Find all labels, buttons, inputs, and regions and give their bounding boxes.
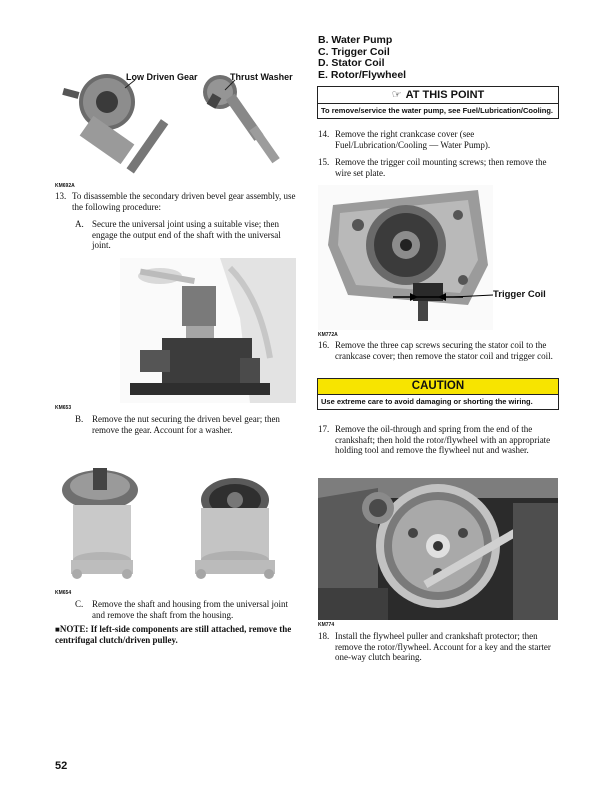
- figure-code: KM772A: [318, 332, 338, 338]
- list-item: E. Rotor/Flywheel: [318, 68, 407, 81]
- step-c: C. Remove the shaft and housing from the universal joint and remove the shaft from the housing.: [75, 599, 288, 620]
- figure-code: KM653: [55, 405, 72, 411]
- step-13: 13. To disassemble the secondary driven bevel gear assembly, use the following procedure:: [55, 191, 296, 212]
- note: [55, 624, 297, 646]
- list-item: D. Stator Coil: [318, 57, 385, 69]
- page-number: 52: [55, 760, 68, 772]
- vise-photo: [120, 258, 296, 403]
- caution-header: CAUTION: [318, 379, 558, 395]
- step-14: 14. Remove the right crankcase cover (see Fuel/Lubrication/Cooling — Water Pump).: [318, 129, 491, 150]
- list-item: C. Trigger Coil: [318, 45, 390, 58]
- figure-code: KM654: [55, 590, 72, 596]
- note-bullet-icon: ■: [55, 625, 60, 634]
- step-a: A. Secure the universal joint using a suitable vise; then engage the output end of the shaft with the universal joint.: [75, 219, 281, 250]
- at-this-point-text: To remove/service the water pump, see Fuel/Lubrication/Cooling.: [321, 106, 553, 115]
- step-b: B. Remove the nut securing the driven bevel gear; then remove the gear. Account for a washer.: [75, 414, 280, 435]
- trigger-coil-photo: [318, 185, 493, 330]
- caution-text: Use extreme care to avoid damaging or shorting the wiring.: [321, 397, 533, 406]
- step-18: 18. Install the flywheel puller and crankshaft protector; then remove the rotor/flywheel. Account for a key and the starter one-way clutch bearing.: [318, 631, 551, 662]
- at-this-point-title: AT THIS POINT: [405, 89, 485, 101]
- list-item: B. Water Pump: [318, 34, 393, 46]
- at-this-point-header: [318, 87, 558, 104]
- figure-code: KM692A: [55, 183, 75, 189]
- caution-box: [317, 378, 559, 410]
- at-this-point-box: [317, 86, 559, 119]
- pointing-hand-icon: ☞: [391, 89, 402, 101]
- housing-photo: [55, 460, 295, 590]
- trigger-coil-label: Trigger Coil: [493, 289, 546, 300]
- step-15: 15. Remove the trigger coil mounting screws; then remove the wire set plate.: [318, 157, 547, 178]
- note-text: NOTE: If left-side components are still attached, remove the centrifugal clutch/driven pulley.: [55, 624, 292, 645]
- component-list: [318, 35, 558, 81]
- figure-code: KM774: [318, 622, 335, 628]
- flywheel-photo: [318, 478, 558, 620]
- thrust-washer-label: Thrust Washer: [230, 72, 293, 82]
- step-17: 17. Remove the oil-through and spring from the end of the crankshaft; then hold the rotor/flywheel with an appropriate holding tool and remove the flywheel nut and washer.: [318, 424, 551, 455]
- step-16: 16. Remove the three cap screws securing the stator coil to the crankcase cover; then remove the stator coil and trigger coil.: [318, 340, 553, 361]
- low-driven-gear-label: Low Driven Gear: [126, 72, 198, 82]
